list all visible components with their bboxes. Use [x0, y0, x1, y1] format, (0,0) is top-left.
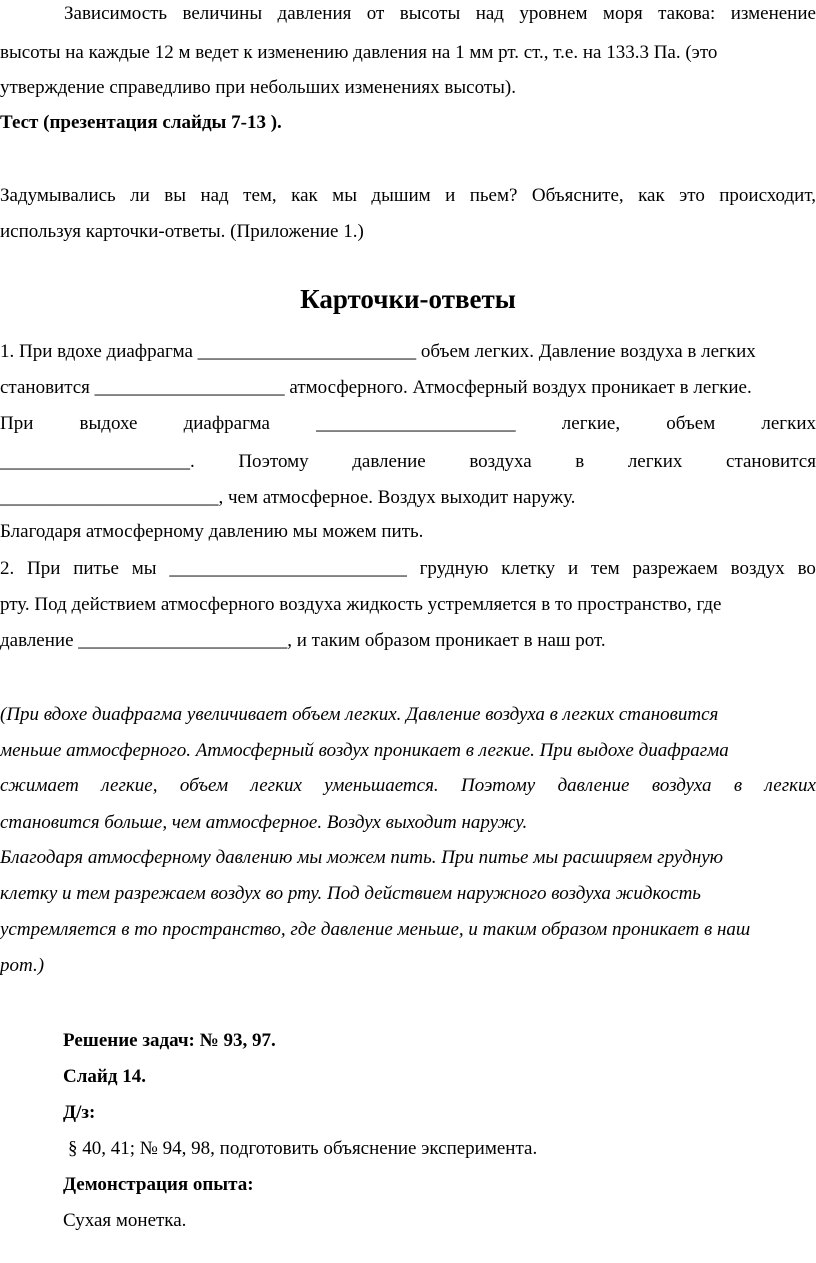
- word: легкие,: [101, 775, 158, 796]
- answer-line-7: устремляется в то пространство, где давление меньше, и таким образом проникает в наш: [0, 919, 751, 940]
- word: от: [366, 3, 385, 24]
- word: уменьшается.: [324, 775, 439, 796]
- slide-heading: Слайд 14.: [63, 1066, 146, 1087]
- word: пьем?: [469, 185, 518, 206]
- word: легких: [764, 775, 816, 796]
- tasks-heading: Решение задач: № 93, 97.: [63, 1030, 276, 1051]
- word: легкие,: [561, 413, 621, 434]
- card2-line-1: [0, 557, 816, 581]
- word: происходит,: [719, 185, 816, 206]
- question-line-2: используя карточки-ответы. (Приложение 1.): [0, 221, 364, 242]
- answer-line-5: Благодаря атмосферному давлению мы можем пить. При питье мы расширяем грудную: [0, 847, 724, 868]
- word: воздух: [730, 558, 785, 579]
- word: клетку: [501, 558, 556, 579]
- word: мы: [332, 185, 357, 206]
- word: воздуха: [469, 451, 532, 472]
- word: 2.: [0, 558, 15, 579]
- word: _________________________: [169, 558, 407, 579]
- word: воздуха: [651, 775, 712, 796]
- answer-line-3: [0, 774, 816, 798]
- word: Зависимость: [64, 3, 168, 24]
- homework-label: Д/з:: [63, 1102, 96, 1123]
- word: Поэтому: [238, 451, 309, 472]
- word: и: [567, 558, 579, 579]
- word: уровнем: [519, 3, 588, 24]
- word: и: [445, 185, 456, 206]
- word: _____________________: [316, 413, 516, 434]
- word: объем: [666, 413, 716, 434]
- word: высоты: [399, 3, 461, 24]
- word: как: [638, 185, 665, 206]
- word: ли: [130, 185, 150, 206]
- word: При: [0, 413, 34, 434]
- answer-line-2: меньше атмосферного. Атмосферный воздух проникает в легкие. При выдохе диафрагма: [0, 740, 729, 761]
- word: величины: [182, 3, 263, 24]
- word: выдохе: [79, 413, 138, 434]
- word: легких: [761, 413, 816, 434]
- word: Задумывались: [0, 185, 116, 206]
- word: легких: [250, 775, 302, 796]
- word: давления: [277, 3, 352, 24]
- demo-label: Демонстрация опыта:: [63, 1174, 254, 1195]
- word: тем: [590, 558, 620, 579]
- word: такова:: [658, 3, 716, 24]
- demo-text: Сухая монетка.: [63, 1210, 187, 1231]
- word: вы: [164, 185, 187, 206]
- word: легких: [627, 451, 683, 472]
- card1-line-2: становится ____________________ атмосферного. Атмосферный воздух проникает в легкие.: [0, 377, 752, 398]
- card2-line-2: рту. Под действием атмосферного воздуха жидкость устремляется в то пространство, где: [0, 594, 722, 615]
- word: в: [575, 451, 585, 472]
- word: давление: [557, 775, 630, 796]
- test-heading: Тест (презентация слайды 7-13 ).: [0, 112, 282, 133]
- word: грудную: [419, 558, 489, 579]
- answer-line-4: становится больше, чем атмосферное. Воздух выходит наружу.: [0, 812, 528, 833]
- cards-title: Карточки-ответы: [300, 284, 516, 314]
- word: разрежаем: [632, 558, 718, 579]
- word: объем: [179, 775, 229, 796]
- card1-line-1: 1. При вдохе диафрагма _______________________ объем легких. Давление воздуха в легких: [0, 341, 756, 362]
- word: во: [797, 558, 816, 579]
- intro-line-3: утверждение справедливо при небольших изменениях высоты).: [0, 77, 516, 98]
- word: диафрагма: [183, 413, 270, 434]
- word: моря: [602, 3, 643, 24]
- word: ____________________.: [0, 451, 195, 472]
- word: становится: [726, 451, 816, 472]
- word: При: [27, 558, 61, 579]
- card2-line-3: давление ______________________, и таким образом проникает в наш рот.: [0, 630, 606, 651]
- word: в: [733, 775, 743, 796]
- word: дышим: [371, 185, 431, 206]
- answer-line-8: рот.): [0, 955, 45, 976]
- card1-line-4: [0, 450, 816, 474]
- word: сжимает: [0, 775, 79, 796]
- word: Поэтому: [461, 775, 536, 796]
- word: как: [291, 185, 318, 206]
- word: давление: [352, 451, 426, 472]
- card1-line-6: Благодаря атмосферному давлению мы можем пить.: [0, 521, 424, 542]
- question-line-1: [0, 184, 816, 208]
- card1-line-5: _______________________, чем атмосферное. Воздух выходит наружу.: [0, 487, 576, 508]
- word: мы: [131, 558, 157, 579]
- intro-line-2: высоты на каждые 12 м ведет к изменению давления на 1 мм рт. ст., т.е. на 133.3 Па. (это: [0, 42, 718, 63]
- answer-line-6: клетку и тем разрежаем воздух во рту. Под действием наружного воздуха жидкость: [0, 883, 701, 904]
- word: тем,: [243, 185, 277, 206]
- word: питье: [73, 558, 119, 579]
- word: изменение: [730, 3, 816, 24]
- word: над: [475, 3, 504, 24]
- intro-line-1: [64, 2, 816, 26]
- card1-line-3: [0, 412, 816, 436]
- homework-text: § 40, 41; № 94, 98, подготовить объяснение эксперимента.: [68, 1138, 538, 1159]
- word: это: [679, 185, 705, 206]
- word: Объясните,: [531, 185, 624, 206]
- answer-line-1: (При вдохе диафрагма увеличивает объем легких. Давление воздуха в легких становится: [0, 704, 719, 725]
- word: над: [200, 185, 229, 206]
